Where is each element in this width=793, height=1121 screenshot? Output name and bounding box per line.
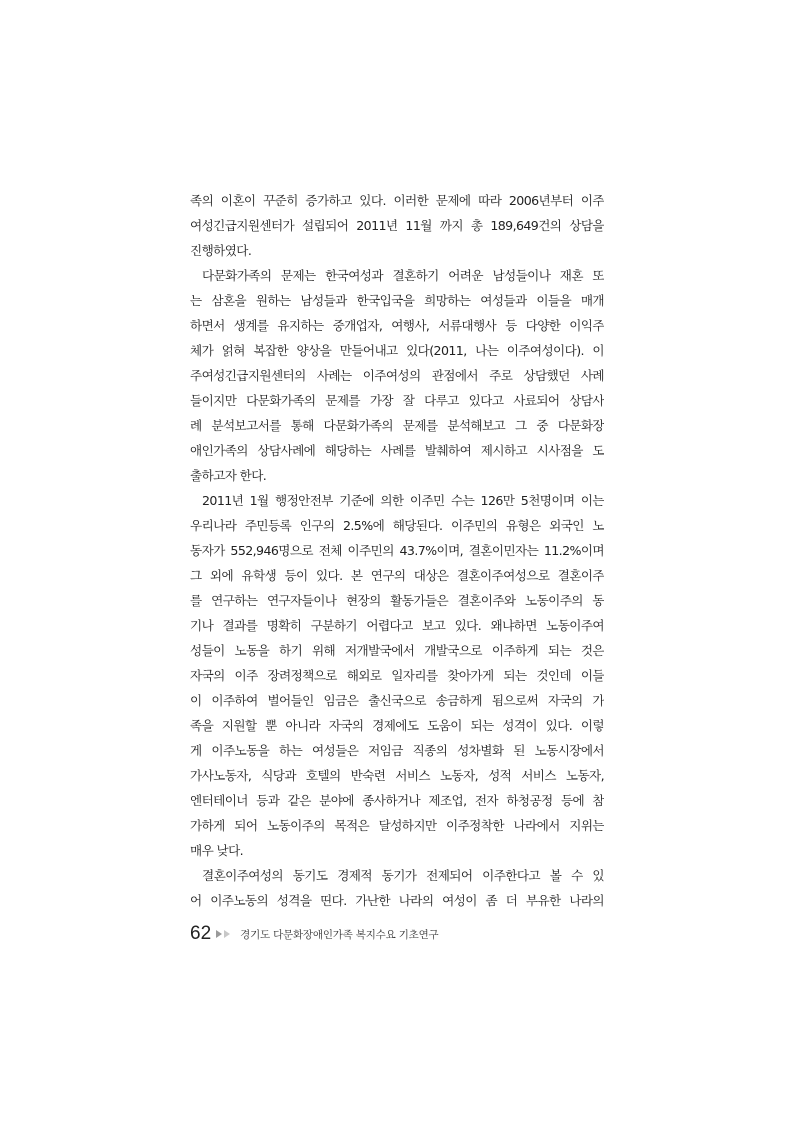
text-line: 다문화가족의 문제는 한국여성과 결혼하기 어려운 남성들이나 재혼 또 xyxy=(202,268,604,283)
text-line: 는 삼혼을 원하는 남성들과 한국입국을 희망하는 여성들과 이들을 매개 xyxy=(190,293,604,308)
text-line: 가하게 되어 노동이주의 목적은 달성하지만 이주정착한 나라에서 지위는 xyxy=(190,818,604,833)
text-line: 매우 낮다. xyxy=(190,843,244,858)
text-line: 를 연구하는 연구자들이나 현장의 활동가들은 결혼이주와 노동이주의 동 xyxy=(190,593,604,608)
text-line: 례 분석보고서를 통해 다문화가족의 문제를 분석해보고 그 중 다문화장 xyxy=(190,418,604,433)
text-line: 어 이주노동의 성격을 띤다. 가난한 나라의 여성이 좀 더 부유한 나라의 xyxy=(190,893,604,908)
text-line: 족을 지원할 뿐 아니라 자국의 경제에도 도움이 되는 성격이 있다. 이렇 xyxy=(190,718,604,733)
page-footer xyxy=(190,920,438,948)
text-line: 동자가 552,946명으로 전체 이주민의 43.7%이며, 결혼이민자는 11.2%이며 xyxy=(190,543,604,558)
triangle-right-icon xyxy=(216,930,222,938)
text-line: 들이지만 다문화가족의 문제를 가장 잘 다루고 있다고 사료되어 상담사 xyxy=(190,393,604,408)
text-line: 하면서 생계를 유지하는 중개업자, 여행사, 서류대행사 등 다양한 이익주 xyxy=(190,318,604,333)
text-line: 진행하였다. xyxy=(190,243,252,258)
text-line: 이 이주하여 벌어들인 임금은 출신국으로 송금하게 됨으로써 자국의 가 xyxy=(190,693,604,708)
double-right-triangle-icon xyxy=(216,930,232,938)
text-line: 족의 이혼이 꾸준히 증가하고 있다. 이러한 문제에 따라 2006년부터 이주 xyxy=(190,193,604,208)
body-text xyxy=(190,188,604,913)
page-number: 62 xyxy=(190,923,212,944)
text-line: 주여성긴급지원센터의 사례는 이주여성의 관점에서 주로 상담했던 사례 xyxy=(190,368,604,383)
running-title: 경기도 다문화장애인가족 복지수요 기초연구 xyxy=(240,928,439,941)
text-line: 엔터테이너 등과 같은 분야에 종사하거나 제조업, 전자 하청공정 등에 참 xyxy=(190,793,604,808)
text-line: 그 외에 유학생 등이 있다. 본 연구의 대상은 결혼이주여성으로 결혼이주 xyxy=(190,568,604,583)
text-line: 성들이 노동을 하기 위해 저개발국에서 개발국으로 이주하게 되는 것은 xyxy=(190,643,604,658)
text-line: 애인가족의 상담사례에 해당하는 사례를 발췌하여 제시하고 시사점을 도 xyxy=(190,443,604,458)
text-line: 2011년 1월 행정안전부 기준에 의한 이주민 수는 126만 5천명이며 이는 xyxy=(202,493,604,508)
text-line: 게 이주노동을 하는 여성들은 저임금 직종의 성차별화 된 노동시장에서 xyxy=(190,743,604,758)
text-line: 기나 결과를 명확히 구분하기 어렵다고 보고 있다. 왜냐하면 노동이주여 xyxy=(190,618,604,633)
text-line: 체가 얽혀 복잡한 양상을 만들어내고 있다(2011, 나는 이주여성이다). 이 xyxy=(190,343,604,358)
text-line: 출하고자 한다. xyxy=(190,468,267,483)
text-line: 결혼이주여성의 동기도 경제적 동기가 전제되어 이주한다고 볼 수 있 xyxy=(202,868,604,883)
text-line: 자국의 이주 장려정책으로 해외로 일자리를 찾아가게 되는 것인데 이들 xyxy=(190,668,604,683)
text-line: 여성긴급지원센터가 설립되어 2011년 11월 까지 총 189,649건의 상담을 xyxy=(190,218,604,233)
triangle-right-icon xyxy=(224,930,230,938)
text-line: 가사노동자, 식당과 호텔의 반숙련 서비스 노동자, 성적 서비스 노동자, xyxy=(190,768,604,783)
text-line: 우리나라 주민등록 인구의 2.5%에 해당된다. 이주민의 유형은 외국인 노 xyxy=(190,518,604,533)
